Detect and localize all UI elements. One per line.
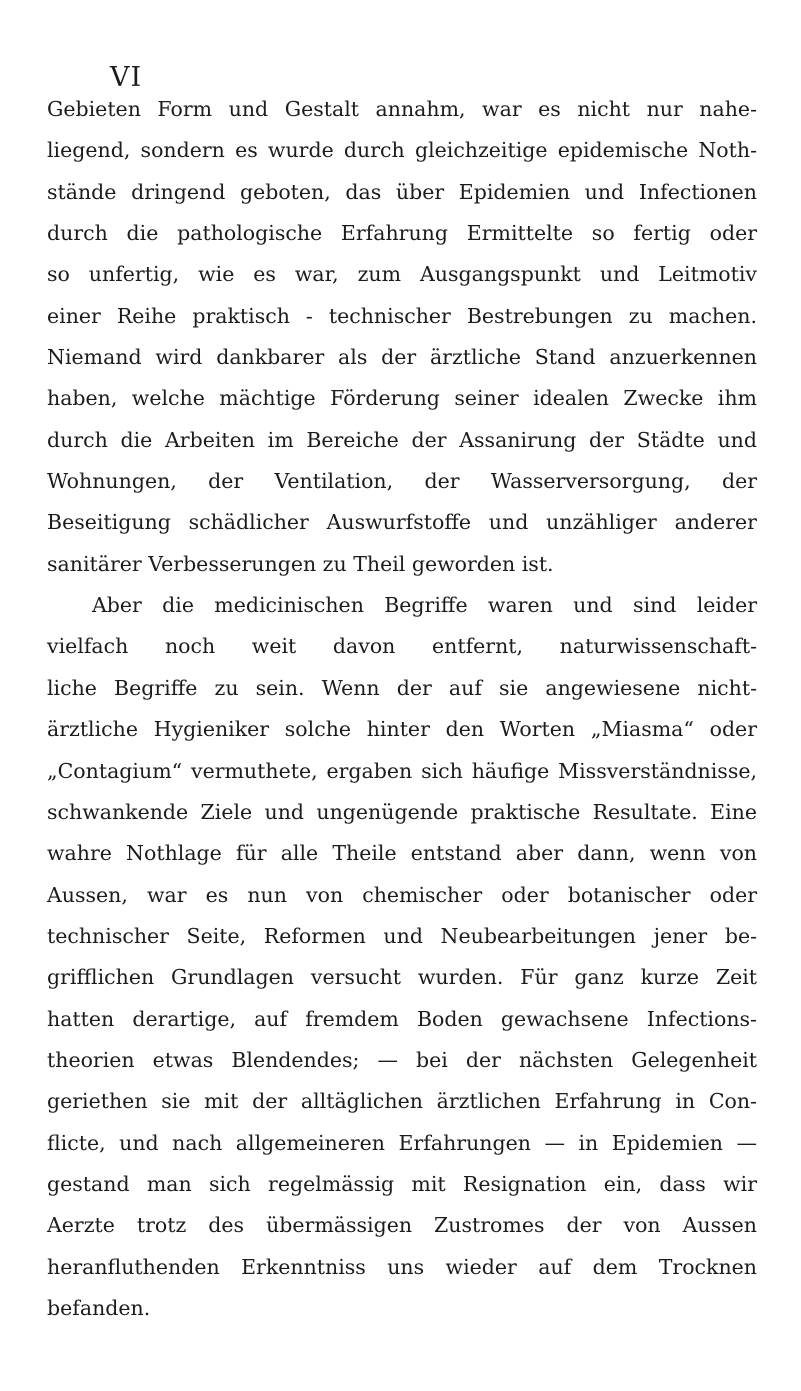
text-line: so unfertig, wie es war, zum Ausgangspunkt und Leitmotiv [47,262,757,287]
text-line: sanitärer Verbesserungen zu Theil geworden ist. [47,551,554,576]
text-line: stände dringend geboten, das über Epidemien und Infectionen [47,179,757,204]
text-line: liche Begriffe zu sein. Wenn der auf sie angewiesene nicht- [47,675,757,700]
text-line: einer Reihe praktisch - technischer Bestrebungen zu machen. [47,303,757,328]
text-line: technischer Seite, Reformen und Neubearbeitungen jener be- [47,923,757,948]
text-line: theorien etwas Blendendes; — bei der nächsten Gelegenheit [47,1047,757,1072]
text-line: gestand man sich regelmässig mit Resignation ein, dass wir [47,1171,757,1196]
text-line: Niemand wird dankbarer als der ärztliche Stand anzuerkennen [47,345,757,370]
text-line: Wohnungen, der Ventilation, der Wasserversorgung, der [47,469,757,494]
page-number: VI [110,62,143,93]
text-line: Aber die medicinischen Begriffe waren und sind leider [92,593,757,618]
text-line: vielfach noch weit davon entfernt, naturwissenschaft- [47,634,757,659]
text-line: durch die Arbeiten im Bereiche der Assanirung der Städte und [47,427,757,452]
text-line: heranfluthenden Erkenntniss uns wieder auf dem Trocknen [47,1254,757,1279]
text-line: Beseitigung schädlicher Auswurfstoffe und unzähliger anderer [47,510,757,535]
text-line: „Contagium“ vermuthete, ergaben sich häufige Missverständnisse, [47,758,757,783]
text-line: Aerzte trotz des übermässigen Zustromes der von Aussen [47,1213,757,1238]
text-line: durch die pathologische Erfahrung Ermittelte so fertig oder [47,221,757,246]
text-line: grifflichen Grundlagen versucht wurden. Für ganz kurze Zeit [47,965,757,990]
text-line: liegend, sondern es wurde durch gleichzeitige epidemische Noth- [47,138,757,163]
text-line: ärztliche Hygieniker solche hinter den Worten „Miasma“ oder [47,717,757,742]
text-line: flicte, und nach allgemeineren Erfahrungen — in Epidemien — [47,1130,757,1155]
text-line: schwankende Ziele und ungenügende praktische Resultate. Eine [47,799,757,824]
text-line: hatten derartige, auf fremdem Boden gewachsene Infections- [47,1006,757,1031]
body-text [47,89,757,1329]
text-line: haben, welche mächtige Förderung seiner idealen Zwecke ihm [47,386,757,411]
text-line: Gebieten Form und Gestalt annahm, war es nicht nur nahe- [47,97,757,121]
text-line: Aussen, war es nun von chemischer oder botanischer oder [47,882,757,907]
text-line: wahre Nothlage für alle Theile entstand aber dann, wenn von [47,841,757,866]
text-line: befanden. [47,1295,151,1320]
text-line: geriethen sie mit der alltäglichen ärztlichen Erfahrung in Con- [47,1089,757,1114]
